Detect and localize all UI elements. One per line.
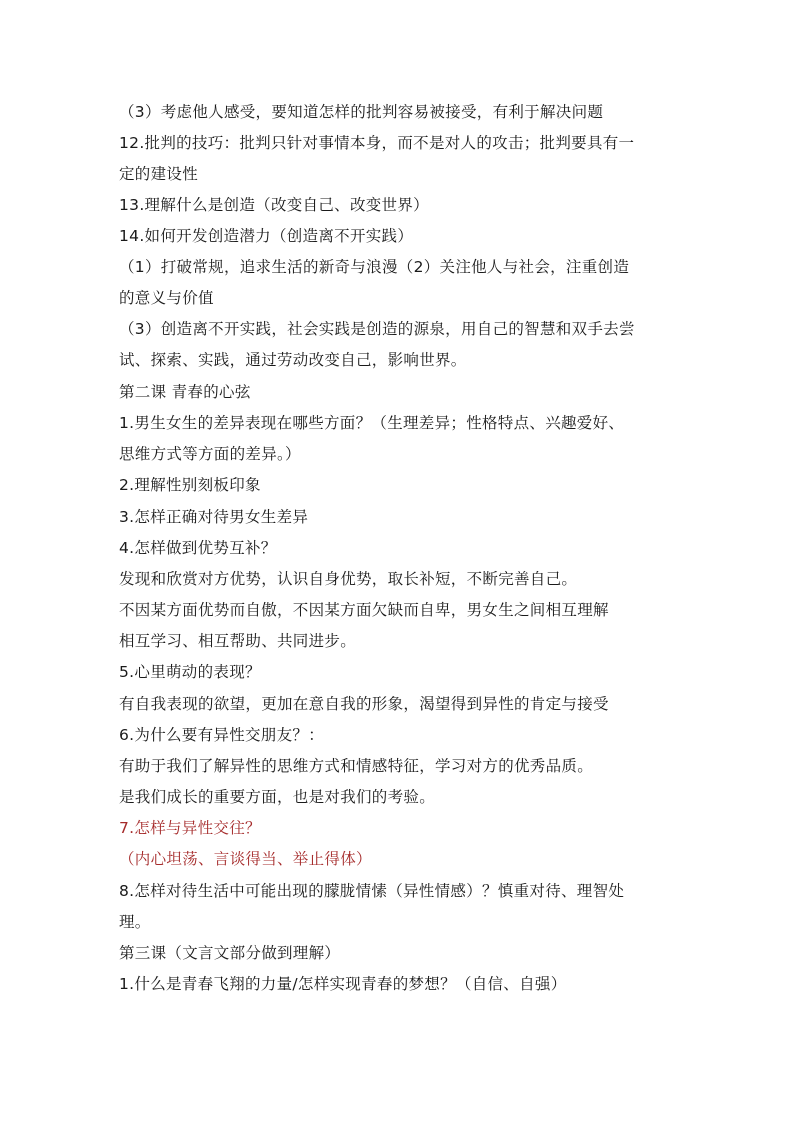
- text-line: （3）考虑他人感受，要知道怎样的批判容易被接受，有利于解决问题: [119, 103, 604, 121]
- text-line: （1）打破常规，追求生活的新奇与浪漫（2）关注他人与社会，注重创造: [119, 258, 630, 276]
- text-line: 1.什么是青春飞翔的力量/怎样实现青春的梦想？（自信、自强）: [119, 975, 567, 993]
- text-line: 4.怎样做到优势互补？: [119, 539, 277, 557]
- text-line: 14.如何开发创造潜力（创造离不开实践）: [119, 227, 414, 245]
- text-line: 定的建设性: [119, 165, 199, 183]
- text-line: 5.心里萌动的表现？: [119, 663, 261, 681]
- section-heading: 第三课（文言文部分做到理解）: [119, 944, 341, 962]
- text-line: 13.理解什么是创造（改变自己、改变世界）: [119, 196, 429, 214]
- text-line: 思维方式等方面的差异。）: [119, 445, 301, 463]
- text-line: 有助于我们了解异性的思维方式和情感特征，学习对方的优秀品质。: [119, 757, 594, 775]
- text-line: 3.怎样正确对待男女生差异: [119, 508, 309, 526]
- text-line: 不因某方面优势而自傲，不因某方面欠缺而自卑，男女生之间相互理解: [119, 601, 609, 619]
- text-line: 发现和欣赏对方优势，认识自身优势，取长补短，不断完善自己。: [119, 570, 578, 588]
- text-line: 2.理解性别刻板印象: [119, 476, 261, 494]
- text-line: 有自我表现的欲望，更加在意自我的形象，渴望得到异性的肯定与接受: [119, 695, 609, 713]
- highlighted-question: 7.怎样与异性交往？: [119, 819, 261, 837]
- highlighted-answer: （内心坦荡、言谈得当、举止得体）: [119, 850, 372, 868]
- text-line: （3）创造离不开实践，社会实践是创造的源泉，用自己的智慧和双手去尝: [119, 320, 635, 338]
- text-line: 试、探索、实践，通过劳动改变自己，影响世界。: [119, 351, 467, 369]
- text-line: 理。: [119, 913, 151, 931]
- text-line: 12.批判的技巧：批判只针对事情本身，而不是对人的攻击；批判要具有一: [119, 134, 635, 152]
- text-line: 的意义与价值: [119, 289, 214, 307]
- text-line: 是我们成长的重要方面，也是对我们的考验。: [119, 788, 436, 806]
- text-line: 8.怎样对待生活中可能出现的朦胧情愫（异性情感）？慎重对待、理智处: [119, 882, 625, 900]
- section-heading: 第二课 青春的心弦: [119, 383, 251, 401]
- text-line: 相互学习、相互帮助、共同进步。: [119, 632, 357, 650]
- text-line: 1.男生女生的差异表现在哪些方面？（生理差异；性格特点、兴趣爱好、: [119, 414, 625, 432]
- text-line: 6.为什么要有异性交朋友？：: [119, 726, 324, 744]
